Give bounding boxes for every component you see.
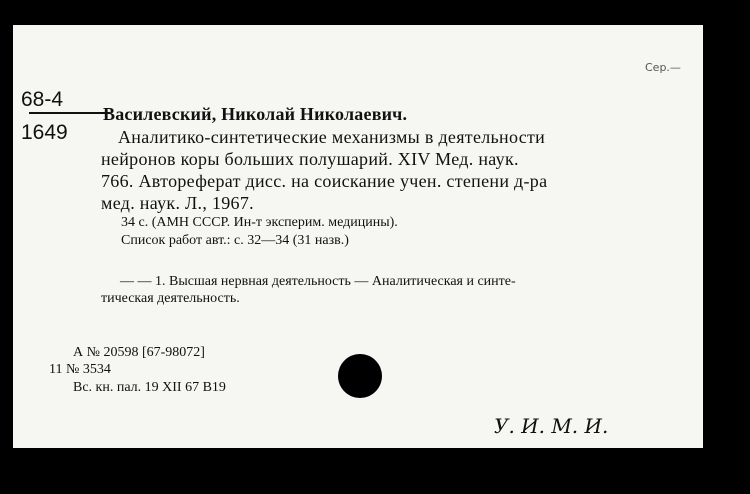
punch-hole [338,354,382,398]
pages-institution: 34 с. (АМН СССР. Ин-т эксперим. медицины). [121,215,398,230]
author-heading: Василевский, Николай Николаевич. [103,104,408,124]
shelf-mark-bottom: 1649 [21,121,68,144]
bibliography-note: Список работ авт.: с. 32—34 (31 назв.) [121,233,349,248]
subject-heading-cont: тическая деятельность. [101,291,240,306]
corner-mark: Сер.— [645,61,681,74]
registration-number: А № 20598 [67-98072] [73,345,205,360]
title-line: Аналитико-синтетические механизмы в деятельности [118,127,546,147]
title-line: мед. наук. Л., 1967. [101,193,254,213]
title-line: нейронов коры больших полушарий. XIV Мед. наук. [101,149,519,169]
registration-date: Вс. кн. пал. 19 XII 67 В19 [73,380,226,395]
shelf-mark-top: 68-4 [21,88,64,111]
handwritten-initials: У. И. М. И. [494,414,609,438]
registration-number: 11 № 3534 [49,362,111,377]
shelf-mark-divider [29,112,110,114]
title-line: 766. Автореферат дисс. на соискание учен. степени д-ра [101,171,548,191]
subject-heading: — — 1. Высшая нервная деятельность — Аналитическая и синте- [120,274,516,289]
